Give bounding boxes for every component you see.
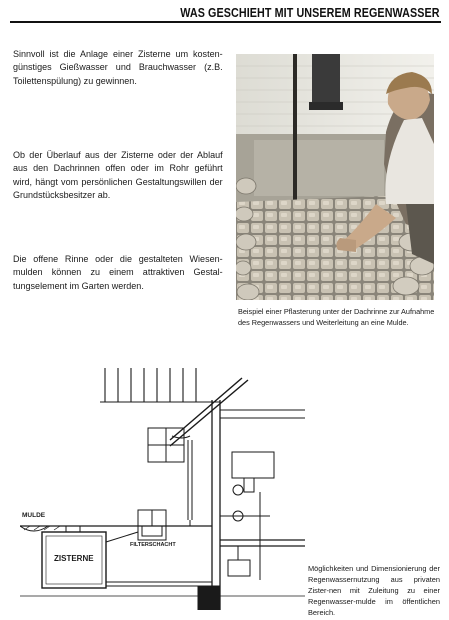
diagram-caption: Möglichkeiten und Dimensionierung der Regenwassernutzung aus privaten Zister-nen mit Zuleitung zu einer Regenwasser-mulde im öffentlichen Bereich.: [308, 564, 440, 617]
paragraph-rinne: Die offene Rinne oder die gestalteten Wiesen-mulden können zu einem attraktiven Gestal-tungselement im Garten werden.: [13, 254, 223, 292]
paragraph-ueberlauf: Ob der Überlauf aus der Zisterne oder der Ablauf aus den Dachrinnen offen oder im Rohr geführt wird, hängt vom persönlichen Gestaltungswillen der Grundstücksbesitzer ab.: [13, 150, 223, 201]
label-mulde: MULDE: [22, 512, 46, 519]
header-rule: [10, 21, 441, 23]
paragraph-zisterne: Sinnvoll ist die Anlage einer Zisterne um kosten-günstiges Gießwasser und Brauchwasser (z.B. Toilettenspülung) zu gewinnen.: [13, 49, 223, 87]
rainwater-diagram: [20, 360, 305, 610]
photo-caption: Beispiel einer Pflasterung unter der Dachrinne zur Aufnahme des Regenwassers und Weiterleitung an eine Mulde.: [238, 307, 435, 327]
page-title: WAS GESCHIEHT MIT UNSEREM REGENWASSER: [180, 6, 440, 20]
paving-photo: [236, 54, 434, 300]
label-filterschacht: FILTERSCHACHT: [130, 542, 176, 548]
label-zisterne: ZISTERNE: [54, 554, 94, 563]
